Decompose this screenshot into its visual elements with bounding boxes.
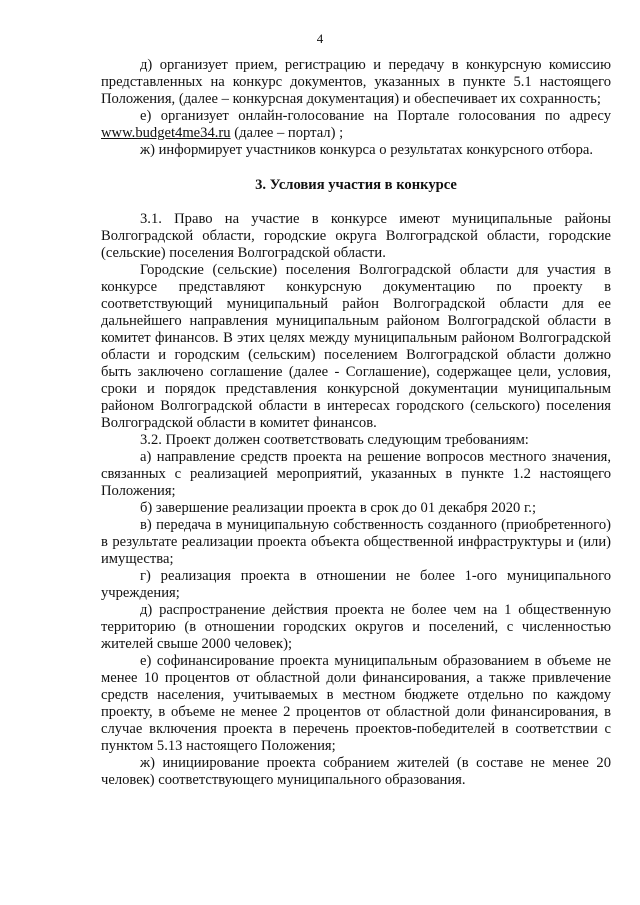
requirement-d: д) распространение действия проекта не более чем на 1 общественную территорию (в отношении городских округов и поселений, с численностью жителей свыше 2000 человек); xyxy=(101,602,611,652)
item-d: д) организует прием, регистрацию и передачу в конкурсную комиссию представленных на конкурс документов, указанных в пункте 5.1 настоящего Положения, (далее – конкурсная документация) и обеспечивает их сохранность; xyxy=(101,57,611,107)
item-e-tail: (далее – портал) ; xyxy=(230,125,344,141)
requirement-b: б) завершение реализации проекта в срок до 01 декабря 2020 г.; xyxy=(140,500,536,516)
paragraph-settlements: Городские (сельские) поселения Волгоградской области для участия в конкурсе представляют конкурсную документацию по проекту в соответствующий муниципальный район Волгоградской области для ее дальнейшего направления муниципальным районом Волгоградской области в комитет финансов. В этих целях между муниципальным районом Волгоградской области и городским (сельским) поселением Волгоградской области должно быть заключено соглашение (далее - Соглашение), содержащее цели, условия, сроки и порядок представления конкурсной документации муниципальным районом Волгоградской области в интересах городского (сельского) поселения Волгоградской области в комитет финансов. xyxy=(101,262,611,431)
paragraph-3-1: 3.1. Право на участие в конкурсе имеют муниципальные районы Волгоградской области, городские округа Волгоградской области, городские (сельские) поселения Волгоградской области. xyxy=(101,211,611,261)
item-e-text: е) организует онлайн-голосование на Портале голосования по адресу xyxy=(140,108,611,124)
paragraph-3-2: 3.2. Проект должен соответствовать следующим требованиям: xyxy=(140,432,529,448)
requirement-a: а) направление средств проекта на решение вопросов местного значения, связанных с реализацией мероприятий, указанных в пункте 1.2 настоящего Положения; xyxy=(101,449,611,499)
item-zh: ж) информирует участников конкурса о результатах конкурсного отбора. xyxy=(140,142,594,158)
spacer xyxy=(101,159,611,177)
document-body xyxy=(101,57,611,789)
spacer xyxy=(101,194,611,211)
page-number: 4 xyxy=(316,31,324,46)
section-heading: 3. Условия участия в конкурсе xyxy=(255,177,457,193)
requirement-zh: ж) инициирование проекта собранием жителей (в составе не менее 20 человек) соответствующего муниципального образования. xyxy=(101,755,611,788)
requirement-g: г) реализация проекта в отношении не более 1-ого муниципального учреждения; xyxy=(101,568,611,601)
requirement-e: е) софинансирование проекта муниципальным образованием в объеме не менее 10 процентов от областной доли финансирования, а также привлечение средств населения, учитываемых в местном бюджете отдельно по каждому проекту, в объеме не менее 2 процентов от областной доли финансирования, в случае включения проекта в перечень проектов-победителей в соответствии с пунктом 5.13 настоящего Положения; xyxy=(101,653,611,754)
requirement-v: в) передача в муниципальную собственность созданного (приобретенного) в результате реализации проекта объекта общественной инфраструктуры и (или) имущества; xyxy=(101,517,611,567)
item-e xyxy=(101,108,611,142)
portal-link[interactable]: www.budget4me34.ru xyxy=(101,125,231,141)
